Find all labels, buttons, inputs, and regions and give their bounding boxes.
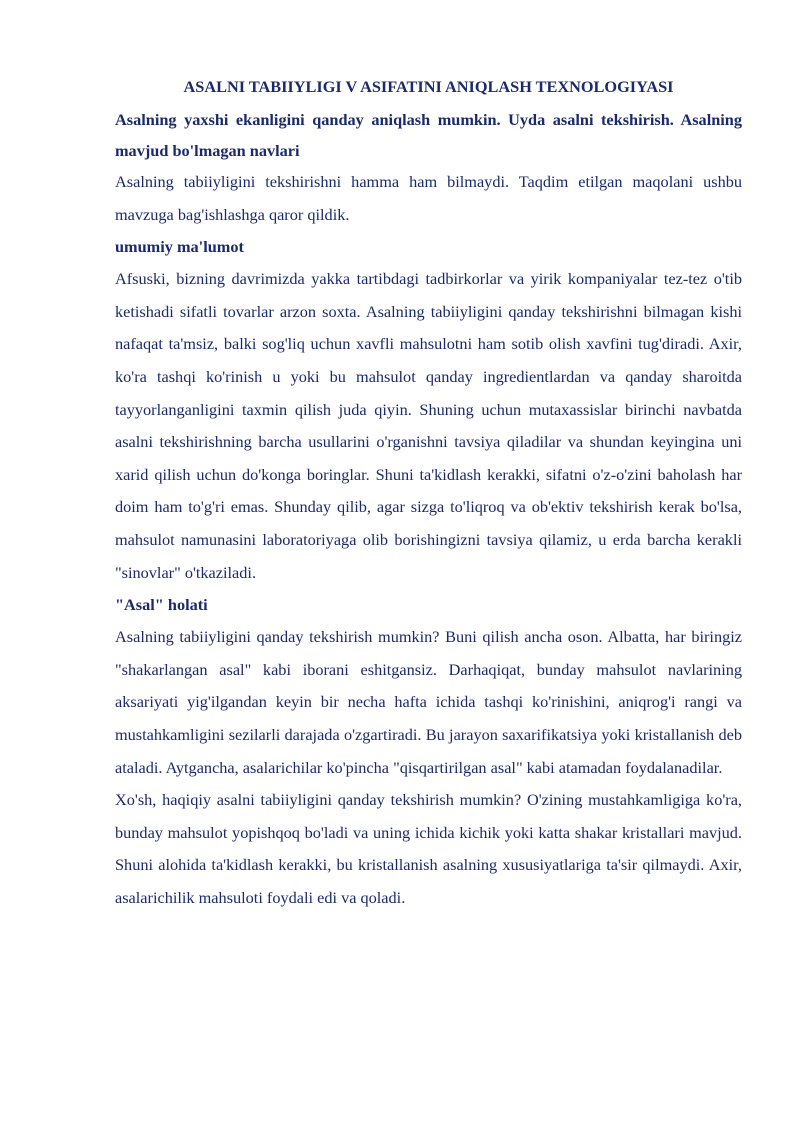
section-heading-general-info: umumiy ma'lumot <box>115 237 244 257</box>
honey-state-paragraph-2: Xo'sh, haqiqiy asalni tabiiyligini qanday tekshirish mumkin? O'zining mustahkamligiga ko'ra, bunday mahsulot yopishqoq bo'ladi va uning ichida kichik yoki katta shakar kristallari mavjud. Shuni alohida ta'kidlash kerakki, bu kristallanish asalning xususiyatlariga ta'sir qilmaydi. Axir, asalarichilik mahsuloti foydali edi va qoladi. <box>115 790 742 907</box>
document-subtitle: Asalning yaxshi ekanligini qanday aniqlash mumkin. Uyda asalni tekshirish. Asalning mavjud bo'lmagan navlari <box>115 110 742 160</box>
intro-paragraph: Asalning tabiiyligini tekshirishni hamma ham bilmaydi. Taqdim etilgan maqolani ushbu mavzuga bag'ishlashga qaror qildik. <box>115 172 742 224</box>
general-info-paragraph: Afsuski, bizning davrimizda yakka tartibdagi tadbirkorlar va yirik kompaniyalar tez-tez o'tib ketishadi sifatli tovarlar arzon soxta. Asalning tabiiyligini qanday tekshirishni bilmagan kishi nafaqat ta'msiz, balki sog'liq uchun xavfli mahsulotni ham sotib olish xavfini tug'diradi. Axir, ko'ra tashqi ko'rinish u yoki bu mahsulot qanday ingredientlardan va qanday sharoitda tayyorlanganligini taxmin qilish juda qiyin. Shuning uchun mutaxassislar birinchi navbatda asalni tekshirishning barcha usullarini o'rganishni tavsiya qiladilar va shundan keyingina uni xarid qilish uchun do'konga boringlar. Shuni ta'kidlash kerakki, sifatni o'z-o'zini baholash har doim ham to'g'ri emas. Shunday qilib, agar sizga to'liqroq va ob'ektiv tekshirish kerak bo'lsa, mahsulot namunasini laboratoriyaga olib borishingizni tavsiya qilamiz, u erda barcha kerakli "sinovlar" o'tkaziladi. <box>115 269 742 582</box>
document-page <box>115 70 742 914</box>
document-title: ASALNI TABIIYLIGI V ASIFATINI ANIQLASH TEXNOLOGIYASI <box>183 77 674 96</box>
section-heading-honey-state: "Asal" holati <box>115 595 208 615</box>
honey-state-paragraph-1: Asalning tabiiyligini qanday tekshirish mumkin? Buni qilish ancha oson. Albatta, har biringiz "shakarlangan asal" kabi iborani eshitgansiz. Darhaqiqat, bunday mahsulot navlarining aksariyati yig'ilgandan keyin bir necha hafta ichida tashqi ko'rinishini, aniqrog'i rangi va mustahkamligini sezilarli darajada o'zgartiradi. Bu jarayon saxarifikatsiya yoki kristallanish deb ataladi. Aytgancha, asalarichilar ko'pincha "qisqartirilgan asal" kabi atamadan foydalanadilar. <box>115 627 742 777</box>
